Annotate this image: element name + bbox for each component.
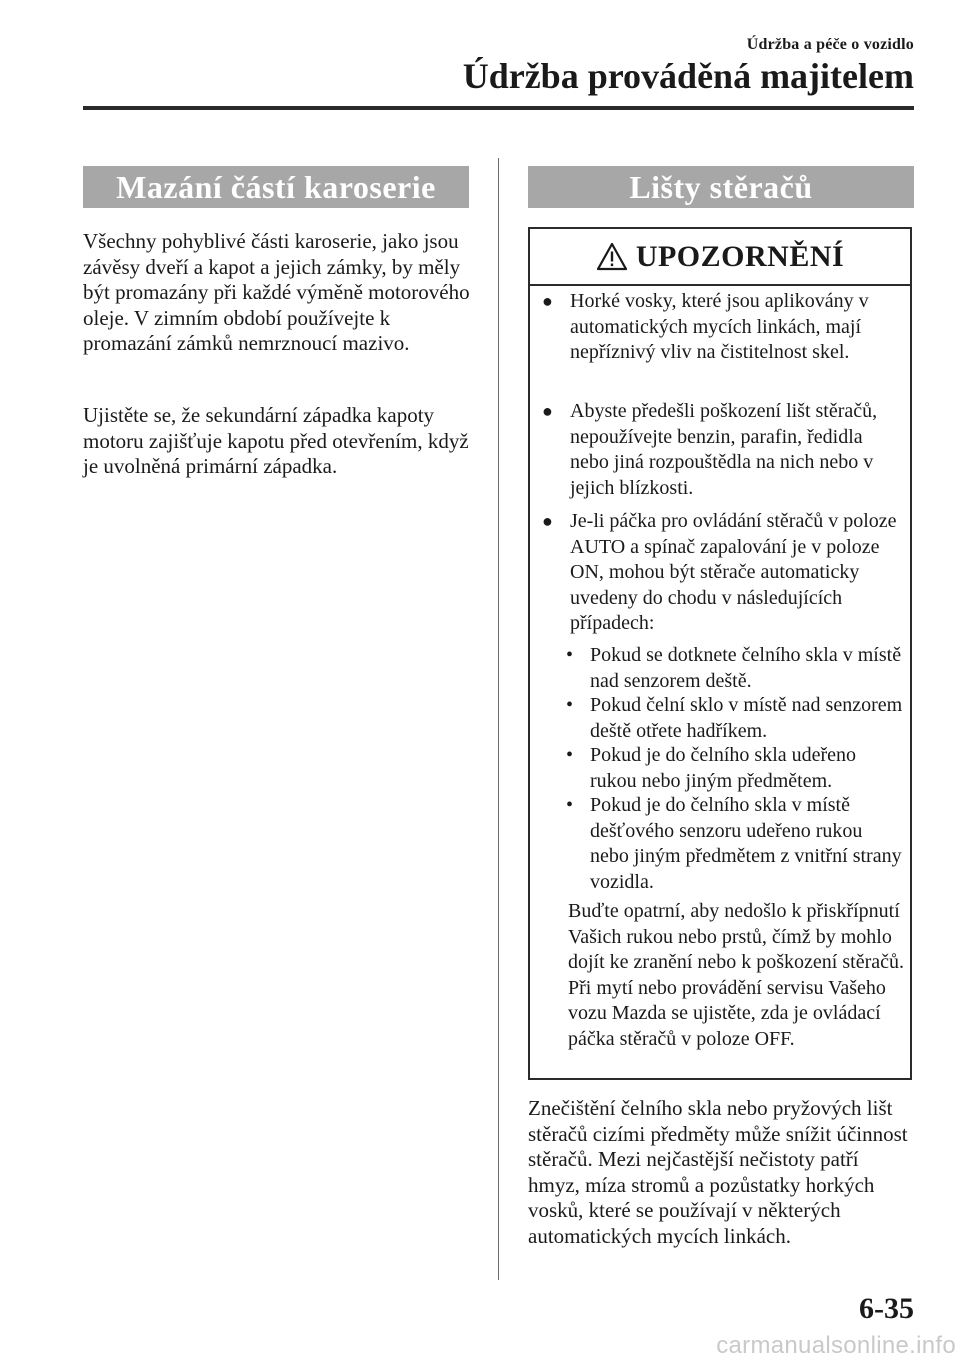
warning-header: [530, 229, 910, 286]
warning-item-text: Je-li páčka pro ovládání stěračů v poloze AUTO a spínač zapalování je v poloze ON, mohou být stěrače automaticky uvedeny do chodu v následujících případech:: [570, 510, 897, 634]
watermark: carmanualsonline.info: [716, 1332, 956, 1359]
header-rule: [83, 106, 914, 110]
hood-latch-paragraph: Ujistěte se, že sekundární západka kapoty motoru zajišťuje kapotu před otevřením, když je uvolněná primární západka.: [83, 403, 469, 478]
bullet: ●: [542, 401, 553, 421]
warning-box: [528, 227, 912, 1080]
warning-sub-item: [566, 743, 906, 794]
warning-sub-item-text: Pokud se dotknete čelního skla v místě nad senzorem deště.: [590, 644, 902, 692]
section-heading-lubrication: Mazání částí karoserie: [83, 166, 469, 208]
sub-bullet: •: [566, 694, 574, 716]
warning-sub-item-text: Pokud je do čelního skla v místě dešťového senzoru udeřeno rukou nebo jiným předmětem z vnitřní strany vozidla.: [590, 794, 902, 893]
warning-sub-item-text: Pokud čelní sklo v místě nad senzorem deště otřete hadříkem.: [590, 694, 903, 742]
page-title: Údržba prováděná majitelem: [462, 56, 914, 96]
sub-bullet: •: [566, 794, 574, 816]
warning-sub-item-text: Pokud je do čelního skla udeřeno rukou nebo jiným předmětem.: [590, 744, 857, 792]
warning-item-text: Abyste předešli poškození lišt stěračů, nepoužívejte benzin, parafin, ředidla nebo jiná rozpouštědla na nich nebo v jejich blízkosti.: [570, 400, 878, 499]
warning-sub-item: [566, 643, 906, 694]
sub-bullet: •: [566, 744, 574, 766]
warning-item: [542, 399, 904, 501]
page-number: 6-35: [859, 1292, 914, 1325]
header-subtitle: Údržba a péče o vozidlo: [746, 36, 914, 53]
warning-item-text: Horké vosky, které jsou aplikovány v automatických mycích linkách, mají nepříznivý vliv na čistitelnost skel.: [570, 290, 869, 363]
warning-sub-item: [566, 793, 906, 895]
warning-title: UPOZORNĚNÍ: [635, 239, 845, 273]
sub-bullet: •: [566, 644, 574, 666]
column-divider: [498, 158, 499, 1280]
section-heading-wiper-blades: Lišty stěračů: [528, 166, 914, 208]
warning-closing-paragraph: Buďte opatrní, aby nedošlo k přiskřípnutí Vašich rukou nebo prstů, čímž by mohlo dojít ke zranění nebo k poškození stěračů. Při mytí nebo provádění servisu Vašeho vozu Mazda se ujistěte, zda je ovládací páčka stěračů v poloze OFF.: [568, 900, 904, 1050]
warning-sub-item: [566, 693, 906, 744]
warning-triangle-icon: [596, 242, 628, 271]
wiper-contamination-paragraph: Znečištění čelního skla nebo pryžových lišt stěračů cizími předměty může snížit účinnost stěračů. Mezi nejčastější nečistoty patří hmyz, míza stromů a pozůstatky horkých vosků, které se používají v některých automatických mycích linkách.: [528, 1096, 908, 1248]
warning-item: [542, 509, 904, 637]
lubrication-paragraph: Všechny pohyblivé části karoserie, jako jsou závěsy dveří a kapot a jejich zámky, by měly být promazány při každé výměně motorového oleje. V zimním období používejte k promazání zámků nemrznoucí mazivo.: [83, 229, 470, 355]
bullet: ●: [542, 511, 553, 531]
warning-item: [542, 289, 904, 366]
bullet: ●: [542, 291, 553, 311]
